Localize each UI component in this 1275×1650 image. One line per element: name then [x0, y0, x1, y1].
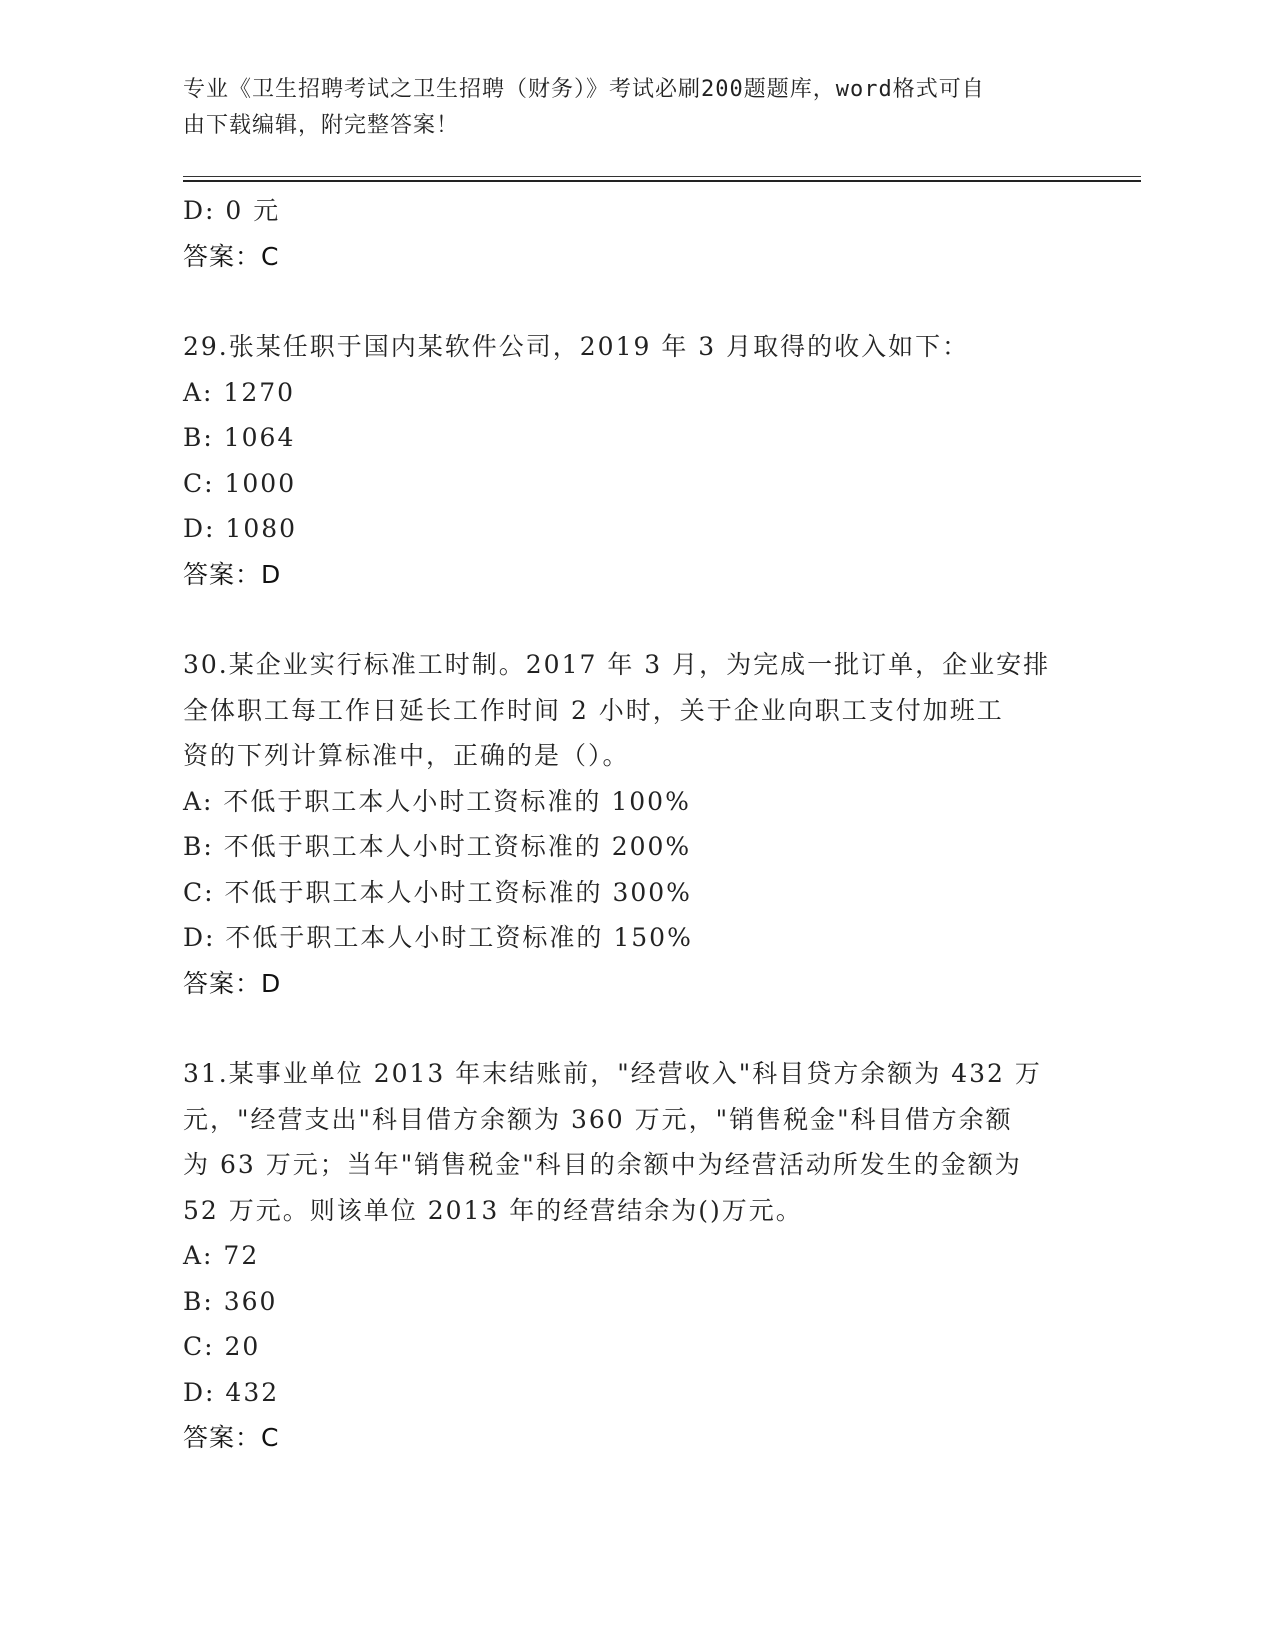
option-c: C: 20 [183, 1332, 261, 1361]
page-header [183, 72, 1063, 144]
option-b: B: 360 [183, 1286, 278, 1316]
question-stem-line: 资的下列计算标准中，正确的是（）。 [183, 741, 630, 770]
question-stem-line: 为 63 万元；当年"销售税金"科目的余额中为经营活动所发生的金额为 [183, 1150, 1022, 1179]
content [183, 188, 1083, 1461]
question-31 [183, 1051, 1083, 1461]
previous-question-tail [183, 188, 1083, 279]
option-c: C: 1000 [183, 468, 297, 498]
option-b: B: 不低于职工本人小时工资标准的 200% [183, 832, 692, 861]
option-c: C: 不低于职工本人小时工资标准的 300% [183, 877, 692, 907]
header-line-2: 由下载编辑，附完整答案！ [183, 113, 460, 138]
spacer [183, 597, 1083, 642]
option-d: D: 1080 [183, 514, 298, 543]
answer: 答案：C [183, 241, 280, 271]
option-d: D: 不低于职工本人小时工资标准的 150% [183, 923, 693, 952]
option-a: A: 不低于职工本人小时工资标准的 100% [183, 786, 691, 816]
question-stem-line: 29.张某任职于国内某软件公司，2019 年 3 月取得的收入如下： [183, 332, 970, 361]
header-divider-thick [183, 180, 1141, 182]
question-29 [183, 324, 1083, 597]
spacer [183, 1006, 1083, 1051]
question-stem-line: 30.某企业实行标准工时制。2017 年 3 月，为完成一批订单，企业安排 [183, 650, 1051, 679]
answer: 答案：D [183, 968, 282, 998]
question-stem-line: 全体职工每工作日延长工作时间 2 小时，关于企业向职工支付加班工 [183, 695, 1004, 725]
option-a: A: 1270 [183, 377, 296, 407]
option-d: D: 432 [183, 1377, 280, 1407]
question-30 [183, 642, 1083, 1006]
question-stem-line: 31.某事业单位 2013 年末结账前，"经营收入"科目贷方余额为 432 万 [183, 1059, 1042, 1088]
option-a: A: 72 [183, 1241, 260, 1270]
header-divider-thin [183, 176, 1141, 177]
question-stem-line: 52 万元。则该单位 2013 年的经营结余为()万元。 [183, 1195, 803, 1225]
option-d: D: 0 元 [183, 196, 281, 225]
answer: 答案：D [183, 559, 282, 589]
header-line-1: 专业《卫生招聘考试之卫生招聘（财务）》考试必刷200题题库，word格式可自 [183, 77, 985, 102]
option-b: B: 1064 [183, 423, 296, 452]
answer: 答案：C [183, 1423, 280, 1452]
question-stem-line: 元，"经营支出"科目借方余额为 360 万元，"销售税金"科目借方余额 [183, 1104, 1013, 1134]
spacer [183, 279, 1083, 324]
